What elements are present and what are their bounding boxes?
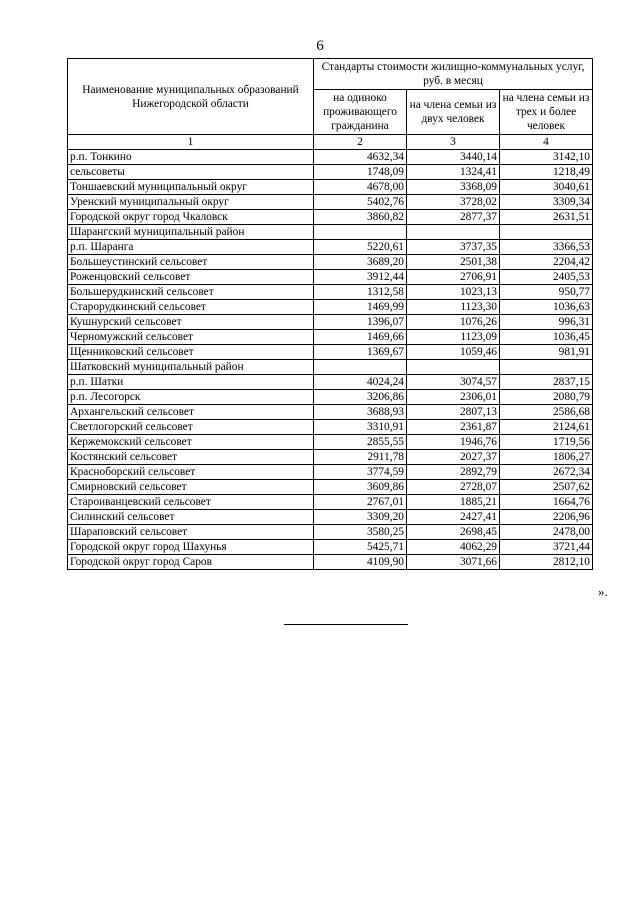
municipality-name-cell: Шарангский муниципальный район	[68, 225, 314, 240]
column-number-1: 1	[68, 135, 314, 150]
two-person-value-cell: 2877,37	[407, 210, 500, 225]
municipality-name-cell: Кушнурский сельсовет	[68, 315, 314, 330]
single-resident-value-cell: 2911,78	[314, 450, 407, 465]
two-person-value-cell: 1885,21	[407, 495, 500, 510]
municipality-name-cell: Кержемокский сельсовет	[68, 435, 314, 450]
three-plus-value-cell: 2206,96	[500, 510, 593, 525]
two-person-value-cell: 3074,57	[407, 375, 500, 390]
header-two-person-family: на члена семьи из двух человек	[407, 90, 500, 135]
municipality-name-cell: Большеустинский сельсовет	[68, 255, 314, 270]
municipality-name-cell: Красноборский сельсовет	[68, 465, 314, 480]
table-row	[68, 330, 593, 345]
two-person-value-cell: 2706,91	[407, 270, 500, 285]
table-row	[68, 225, 593, 240]
three-plus-value-cell: 1036,63	[500, 300, 593, 315]
two-person-value-cell	[407, 225, 500, 240]
two-person-value-cell: 1123,09	[407, 330, 500, 345]
municipality-name-cell: Архангельский сельсовет	[68, 405, 314, 420]
two-person-value-cell: 2501,38	[407, 255, 500, 270]
column-number-3: 3	[407, 135, 500, 150]
header-single-resident: на одиноко проживающего гражданина	[314, 90, 407, 135]
header-standards-group: Стандарты стоимости жилищно-коммунальных услуг, руб. в месяц	[314, 59, 593, 90]
two-person-value-cell: 1946,76	[407, 435, 500, 450]
table-row	[68, 345, 593, 360]
municipality-name-cell: Силинский сельсовет	[68, 510, 314, 525]
three-plus-value-cell: 1806,27	[500, 450, 593, 465]
table-row	[68, 300, 593, 315]
table-row	[68, 195, 593, 210]
single-resident-value-cell: 3310,91	[314, 420, 407, 435]
two-person-value-cell: 3737,35	[407, 240, 500, 255]
municipality-name-cell: Щенниковский сельсовет	[68, 345, 314, 360]
three-plus-value-cell: 3040,61	[500, 180, 593, 195]
single-resident-value-cell: 3206,86	[314, 390, 407, 405]
two-person-value-cell: 3071,66	[407, 555, 500, 570]
single-resident-value-cell: 3689,20	[314, 255, 407, 270]
three-plus-value-cell: 2204,42	[500, 255, 593, 270]
municipality-name-cell: Городской округ город Шахунья	[68, 540, 314, 555]
three-plus-value-cell: 1036,45	[500, 330, 593, 345]
three-plus-value-cell: 1218,49	[500, 165, 593, 180]
single-resident-value-cell: 4109,90	[314, 555, 407, 570]
three-plus-value-cell: 2586,68	[500, 405, 593, 420]
municipality-name-cell: Тоншаевский муниципальный округ	[68, 180, 314, 195]
single-resident-value-cell: 3609,86	[314, 480, 407, 495]
single-resident-value-cell: 1312,58	[314, 285, 407, 300]
two-person-value-cell: 2306,01	[407, 390, 500, 405]
three-plus-value-cell: 1719,56	[500, 435, 593, 450]
two-person-value-cell: 1059,46	[407, 345, 500, 360]
municipality-name-cell: Смирновский сельсовет	[68, 480, 314, 495]
table-row	[68, 510, 593, 525]
single-resident-value-cell: 4024,24	[314, 375, 407, 390]
municipality-name-cell: Уренский муниципальный округ	[68, 195, 314, 210]
three-plus-value-cell: 2080,79	[500, 390, 593, 405]
three-plus-value-cell: 2405,53	[500, 270, 593, 285]
municipality-name-cell: Городской округ город Саров	[68, 555, 314, 570]
single-resident-value-cell: 3580,25	[314, 525, 407, 540]
table-row	[68, 540, 593, 555]
three-plus-value-cell: 2478,00	[500, 525, 593, 540]
two-person-value-cell: 1076,26	[407, 315, 500, 330]
municipality-name-cell: р.п. Лесогорск	[68, 390, 314, 405]
single-resident-value-cell	[314, 225, 407, 240]
municipality-name-cell: Роженцовский сельсовет	[68, 270, 314, 285]
two-person-value-cell: 1023,13	[407, 285, 500, 300]
table-row	[68, 375, 593, 390]
single-resident-value-cell: 3309,20	[314, 510, 407, 525]
municipality-name-cell: сельсоветы	[68, 165, 314, 180]
municipality-name-cell: Староиванцевский сельсовет	[68, 495, 314, 510]
municipality-name-cell: р.п. Шаранга	[68, 240, 314, 255]
header-name-column: Наименование муниципальных образований Нижегородской области	[68, 59, 314, 135]
two-person-value-cell: 3728,02	[407, 195, 500, 210]
column-number-4: 4	[500, 135, 593, 150]
table-row	[68, 450, 593, 465]
municipality-name-cell: р.п. Шатки	[68, 375, 314, 390]
single-resident-value-cell: 3860,82	[314, 210, 407, 225]
table-row	[68, 210, 593, 225]
housing-standards-table	[67, 58, 593, 570]
three-plus-value-cell: 2507,62	[500, 480, 593, 495]
municipality-name-cell: Шараповский сельсовет	[68, 525, 314, 540]
three-plus-value-cell: 3142,10	[500, 150, 593, 165]
single-resident-value-cell: 1369,67	[314, 345, 407, 360]
two-person-value-cell	[407, 360, 500, 375]
three-plus-value-cell: 1664,76	[500, 495, 593, 510]
column-number-2: 2	[314, 135, 407, 150]
single-resident-value-cell: 1469,99	[314, 300, 407, 315]
single-resident-value-cell: 2855,55	[314, 435, 407, 450]
three-plus-value-cell	[500, 225, 593, 240]
three-plus-value-cell: 3366,53	[500, 240, 593, 255]
table-row	[68, 555, 593, 570]
municipality-name-cell: р.п. Тонкино	[68, 150, 314, 165]
two-person-value-cell: 1324,41	[407, 165, 500, 180]
table-row	[68, 180, 593, 195]
municipality-name-cell: Большерудкинский сельсовет	[68, 285, 314, 300]
table-row	[68, 480, 593, 495]
header-three-plus-family: на члена семьи из трех и более человек	[500, 90, 593, 135]
closing-quote: ».	[598, 584, 608, 599]
single-resident-value-cell: 3774,59	[314, 465, 407, 480]
table-row	[68, 165, 593, 180]
three-plus-value-cell: 996,31	[500, 315, 593, 330]
single-resident-value-cell: 5220,61	[314, 240, 407, 255]
table-row	[68, 525, 593, 540]
table-row	[68, 435, 593, 450]
table-row	[68, 495, 593, 510]
single-resident-value-cell: 1396,07	[314, 315, 407, 330]
single-resident-value-cell	[314, 360, 407, 375]
single-resident-value-cell: 3688,93	[314, 405, 407, 420]
table-row	[68, 285, 593, 300]
two-person-value-cell: 3440,14	[407, 150, 500, 165]
table-row	[68, 150, 593, 165]
two-person-value-cell: 2807,13	[407, 405, 500, 420]
single-resident-value-cell: 4678,00	[314, 180, 407, 195]
three-plus-value-cell: 3721,44	[500, 540, 593, 555]
table-row	[68, 390, 593, 405]
municipality-name-cell: Костянский сельсовет	[68, 450, 314, 465]
three-plus-value-cell	[500, 360, 593, 375]
two-person-value-cell: 2728,07	[407, 480, 500, 495]
three-plus-value-cell: 2631,51	[500, 210, 593, 225]
table-row	[68, 405, 593, 420]
municipality-name-cell: Шатковский муниципальный район	[68, 360, 314, 375]
single-resident-value-cell: 1469,66	[314, 330, 407, 345]
two-person-value-cell: 4062,29	[407, 540, 500, 555]
table-row	[68, 465, 593, 480]
two-person-value-cell: 3368,09	[407, 180, 500, 195]
two-person-value-cell: 2027,37	[407, 450, 500, 465]
two-person-value-cell: 2361,87	[407, 420, 500, 435]
single-resident-value-cell: 2767,01	[314, 495, 407, 510]
end-divider	[284, 624, 408, 625]
two-person-value-cell: 2892,79	[407, 465, 500, 480]
municipality-name-cell: Светлогорский сельсовет	[68, 420, 314, 435]
three-plus-value-cell: 2812,10	[500, 555, 593, 570]
table-row	[68, 360, 593, 375]
municipality-name-cell: Черномужский сельсовет	[68, 330, 314, 345]
three-plus-value-cell: 2124,61	[500, 420, 593, 435]
table-row	[68, 255, 593, 270]
single-resident-value-cell: 5402,76	[314, 195, 407, 210]
single-resident-value-cell: 1748,09	[314, 165, 407, 180]
two-person-value-cell: 2698,45	[407, 525, 500, 540]
three-plus-value-cell: 3309,34	[500, 195, 593, 210]
two-person-value-cell: 2427,41	[407, 510, 500, 525]
single-resident-value-cell: 3912,44	[314, 270, 407, 285]
three-plus-value-cell: 2837,15	[500, 375, 593, 390]
page-number: 6	[316, 38, 324, 54]
table-row	[68, 315, 593, 330]
single-resident-value-cell: 4632,34	[314, 150, 407, 165]
three-plus-value-cell: 981,91	[500, 345, 593, 360]
municipality-name-cell: Старорудкинский сельсовет	[68, 300, 314, 315]
two-person-value-cell: 1123,30	[407, 300, 500, 315]
three-plus-value-cell: 2672,34	[500, 465, 593, 480]
table-row	[68, 420, 593, 435]
three-plus-value-cell: 950,77	[500, 285, 593, 300]
table-row	[68, 270, 593, 285]
table-row	[68, 240, 593, 255]
municipality-name-cell: Городской округ город Чкаловск	[68, 210, 314, 225]
single-resident-value-cell: 5425,71	[314, 540, 407, 555]
